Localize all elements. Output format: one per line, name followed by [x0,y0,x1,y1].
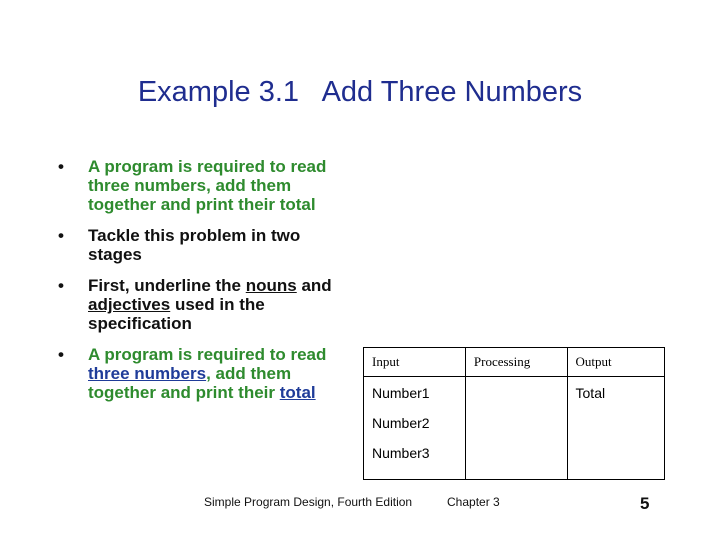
input-item: Number1 [372,385,430,401]
ipo-header-row [364,348,665,377]
output-item: Total [575,385,606,401]
slide-title: Example 3.1 Add Three Numbers [137,76,583,108]
processing-cell [465,377,567,480]
bullet-item-3 [58,276,358,333]
ipo-table [363,347,665,480]
underlined-adjectives: adjectives [88,295,171,314]
input-cell [364,377,466,480]
output-cell [567,377,664,480]
bullet-item-2 [58,226,358,264]
header-input: Input [364,348,466,377]
underlined-nouns: nouns [245,276,297,295]
input-item: Number2 [372,415,430,431]
bullet-text: Tackle this problem in two stages [88,226,301,264]
header-processing: Processing [465,348,567,377]
underlined-total: total [279,383,316,402]
footer-chapter: Chapter 3 [447,495,500,509]
header-output: Output [567,348,664,377]
bullet-marker: • [58,157,64,176]
footer-book-title: Simple Program Design, Fourth Edition [204,495,413,509]
bullet-marker: • [58,345,64,364]
bullet-text-mid: , add them together and print their [88,364,292,402]
underlined-three-numbers: three numbers [88,364,207,383]
bullet-text-mid: and [296,276,332,295]
bullet-item-1 [58,157,358,214]
bullet-marker: • [58,276,64,295]
bullet-item-4 [58,345,358,402]
ipo-body-row [364,377,665,480]
bullet-list [58,157,358,414]
input-item: Number3 [372,445,430,461]
page-number: 5 [640,494,650,513]
bullet-text-pre: A program is required to read [88,345,327,364]
bullet-text: A program is required to read three numbers, add them together and print their total [88,157,327,214]
bullet-text-post: used in the specification [88,295,265,333]
bullet-marker: • [58,226,64,245]
bullet-text-pre: First, underline the [88,276,246,295]
